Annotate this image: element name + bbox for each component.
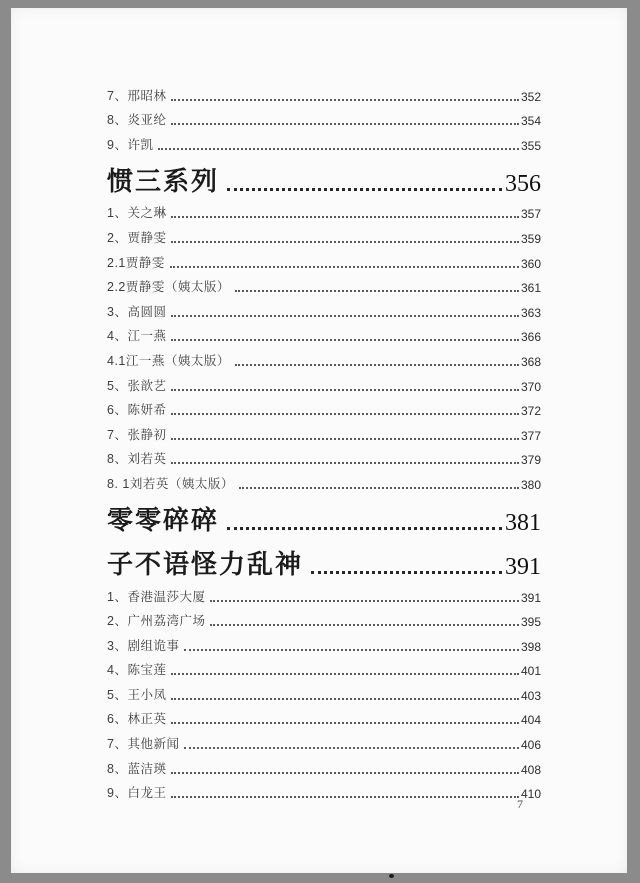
toc-entry-row — [107, 107, 541, 132]
toc-entry-row — [107, 82, 541, 107]
dotted-leader — [171, 123, 519, 125]
toc-entry-label: 8、炎亚纶 — [107, 113, 167, 128]
toc-entry-row — [107, 372, 541, 397]
toc-entry-page-number: 377 — [520, 428, 541, 443]
dotted-leader — [171, 698, 519, 700]
dotted-leader — [171, 216, 519, 218]
dotted-leader — [171, 241, 519, 243]
toc-entry-page-number: 380 — [520, 477, 541, 492]
toc-entry-page-number: 363 — [520, 305, 541, 320]
toc-entry-label: 4、陈宝莲 — [107, 663, 167, 678]
toc-entry-row — [107, 274, 541, 299]
toc-entry-label: 7、张静初 — [107, 427, 167, 442]
toc-heading-row — [107, 495, 541, 539]
toc-entry-row — [107, 347, 541, 372]
toc-entry-row — [107, 681, 541, 706]
dotted-leader — [171, 796, 519, 798]
toc-entry-page-number: 401 — [520, 664, 541, 679]
page-number: 7 — [517, 797, 523, 811]
toc-entry-row — [107, 470, 541, 495]
toc-entry-page-number: 398 — [520, 639, 541, 654]
toc-entry-page-number: 391 — [520, 590, 541, 605]
toc-entry-label: 惯三系列 — [107, 165, 220, 196]
toc-entry-row — [107, 224, 541, 249]
table-of-contents — [107, 82, 541, 804]
toc-entry-row — [107, 298, 541, 323]
toc-entry-row — [107, 583, 541, 608]
dotted-leader — [227, 188, 502, 191]
toc-entry-page-number: 406 — [520, 738, 541, 753]
dotted-leader — [170, 266, 519, 268]
toc-entry-row — [107, 730, 541, 755]
dotted-leader — [210, 624, 519, 626]
dotted-leader — [235, 364, 519, 366]
toc-entry-page-number: 366 — [520, 330, 541, 345]
dotted-leader — [171, 339, 519, 341]
toc-entry-label: 7、其他新闻 — [107, 737, 180, 752]
toc-entry-row — [107, 421, 541, 446]
toc-heading-row — [107, 539, 541, 583]
toc-entry-label: 8、刘若英 — [107, 452, 167, 467]
dotted-leader — [239, 487, 519, 489]
toc-entry-row — [107, 323, 541, 348]
toc-entry-page-number: 361 — [520, 281, 541, 296]
toc-entry-row — [107, 200, 541, 225]
toc-entry-label: 3、高圆圆 — [107, 304, 167, 319]
toc-entry-page-number: 370 — [520, 379, 541, 394]
dotted-leader — [171, 673, 519, 675]
dotted-leader — [210, 600, 519, 602]
toc-entry-label: 5、王小凤 — [107, 687, 167, 702]
toc-entry-label: 4.1江一燕（姨太版） — [107, 353, 230, 368]
dotted-leader — [171, 99, 519, 101]
toc-entry-page-number: 395 — [520, 615, 541, 630]
scan-artifact-dot — [389, 874, 394, 878]
dotted-leader — [171, 438, 519, 440]
toc-entry-row — [107, 706, 541, 731]
toc-entry-page-number: 391 — [505, 553, 541, 580]
toc-entry-label: 2.2贾静雯（姨太版） — [107, 280, 230, 295]
dotted-leader — [184, 649, 519, 651]
toc-entry-label: 3、剧组诡事 — [107, 638, 180, 653]
toc-entry-page-number: 410 — [520, 787, 541, 802]
dotted-leader — [311, 571, 502, 574]
dotted-leader — [227, 527, 502, 530]
toc-entry-label: 6、林正英 — [107, 712, 167, 727]
dotted-leader — [171, 462, 519, 464]
toc-entry-page-number: 368 — [520, 354, 541, 369]
toc-entry-page-number: 404 — [520, 713, 541, 728]
toc-entry-label: 2.1贾静雯 — [107, 255, 165, 270]
toc-entry-label: 1、香港温莎大厦 — [107, 589, 206, 604]
toc-entry-label: 9、许凯 — [107, 137, 154, 152]
toc-entry-label: 8、蓝洁瑛 — [107, 761, 167, 776]
toc-entry-row — [107, 780, 541, 805]
toc-entry-label: 4、江一燕 — [107, 329, 167, 344]
toc-entry-page-number: 403 — [520, 688, 541, 703]
document-page — [11, 8, 627, 873]
dotted-leader — [235, 290, 519, 292]
dotted-leader — [171, 722, 519, 724]
dotted-leader — [158, 148, 519, 150]
toc-entry-label: 2、贾静雯 — [107, 230, 167, 245]
toc-entry-page-number: 357 — [520, 207, 541, 222]
toc-entry-label: 7、邢昭林 — [107, 88, 167, 103]
toc-entry-page-number: 379 — [520, 453, 541, 468]
toc-entry-label: 5、张歆艺 — [107, 378, 167, 393]
dotted-leader — [171, 772, 519, 774]
toc-entry-label: 子不语怪力乱神 — [107, 548, 304, 579]
toc-entry-page-number: 408 — [520, 762, 541, 777]
toc-entry-row — [107, 446, 541, 471]
toc-entry-row — [107, 249, 541, 274]
dotted-leader — [171, 413, 519, 415]
toc-entry-page-number: 352 — [520, 89, 541, 104]
toc-entry-page-number: 372 — [520, 404, 541, 419]
toc-entry-label: 2、广州荔湾广场 — [107, 614, 206, 629]
toc-entry-page-number: 381 — [505, 509, 541, 536]
toc-entry-row — [107, 657, 541, 682]
toc-entry-label: 6、陈妍希 — [107, 403, 167, 418]
toc-entry-row — [107, 755, 541, 780]
toc-entry-label: 8. 1刘若英（姨太版） — [107, 476, 234, 491]
toc-entry-row — [107, 397, 541, 422]
toc-entry-page-number: 355 — [520, 138, 541, 153]
dotted-leader — [171, 389, 519, 391]
toc-heading-row — [107, 156, 541, 200]
toc-entry-page-number: 360 — [520, 256, 541, 271]
toc-entry-row — [107, 131, 541, 156]
dotted-leader — [171, 315, 519, 317]
toc-entry-label: 1、关之琳 — [107, 206, 167, 221]
toc-entry-page-number: 354 — [520, 114, 541, 129]
toc-entry-page-number: 356 — [505, 170, 541, 197]
toc-entry-page-number: 359 — [520, 231, 541, 246]
toc-entry-label: 9、白龙王 — [107, 786, 167, 801]
toc-entry-label: 零零碎碎 — [107, 504, 220, 535]
toc-entry-row — [107, 608, 541, 633]
dotted-leader — [184, 747, 519, 749]
toc-entry-row — [107, 632, 541, 657]
